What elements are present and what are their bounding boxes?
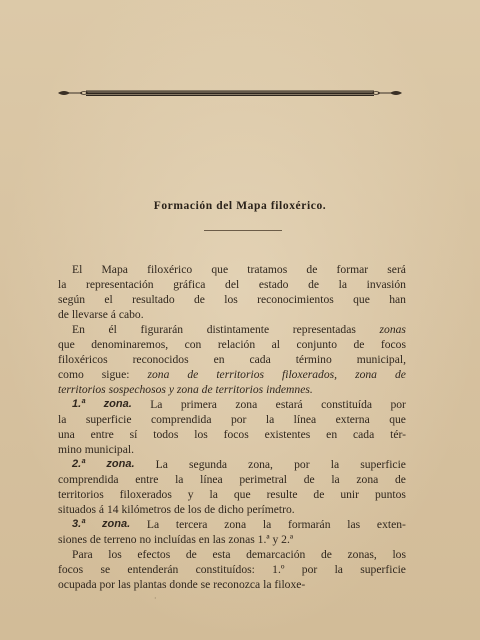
text-line: que denominaremos, con relación al conjunto de focos	[58, 338, 406, 351]
text-line: 1.ª zona. La primera zona estará constituída por	[72, 398, 406, 411]
text-line: la representación gráfica del estado de la invasión	[58, 278, 406, 291]
text-line: la superficie comprendida por la línea externa que	[58, 413, 406, 426]
text-line: Para los efectos de esta demarcación de zonas, los	[72, 548, 406, 561]
section-title: Formación del Mapa filoxérico.	[153, 200, 327, 212]
text-line: filoxéricos reconocidos en cada término municipal,	[58, 353, 406, 366]
text-line: situados á 14 kilómetros de los de dicho perímetro.	[58, 503, 295, 516]
title-underline	[204, 230, 282, 231]
text-line: territorios filoxerados y la que resulte de unir puntos	[58, 488, 406, 501]
text-line: En él figurarán distintamente representadas zonas	[72, 323, 406, 336]
ink-speck: ·	[154, 594, 157, 603]
ornamental-rule	[58, 87, 402, 99]
text-line: comprendida entre la línea perimetral de la zona de	[58, 473, 406, 486]
text-line: como sigue: zona de territorios filoxerados, zona de	[58, 368, 406, 381]
text-line: según el resultado de los reconocimientos que han	[58, 293, 406, 306]
text-line: una entre sí todos los focos existentes en cada tér-	[58, 428, 406, 441]
text-line: territorios sospechosos y zona de territorios indemnes.	[58, 383, 313, 396]
text-line: focos se entenderán constituídos: 1.º por la superficie	[58, 563, 406, 576]
text-line: de llevarse á cabo.	[58, 308, 144, 321]
text-line: mino municipal.	[58, 443, 134, 456]
text-line: ocupada por las plantas donde se reconozca la filoxe-	[58, 578, 306, 591]
text-line: 2.ª zona. La segunda zona, por la superficie	[72, 458, 406, 471]
text-line: El Mapa filoxérico que tratamos de formar será	[72, 263, 406, 276]
text-line: siones de terreno no incluídas en las zonas 1.ª y 2.ª	[58, 533, 294, 546]
text-line: 3.ª zona. La tercera zona la formarán las exten-	[72, 518, 406, 531]
body-text	[58, 262, 406, 592]
